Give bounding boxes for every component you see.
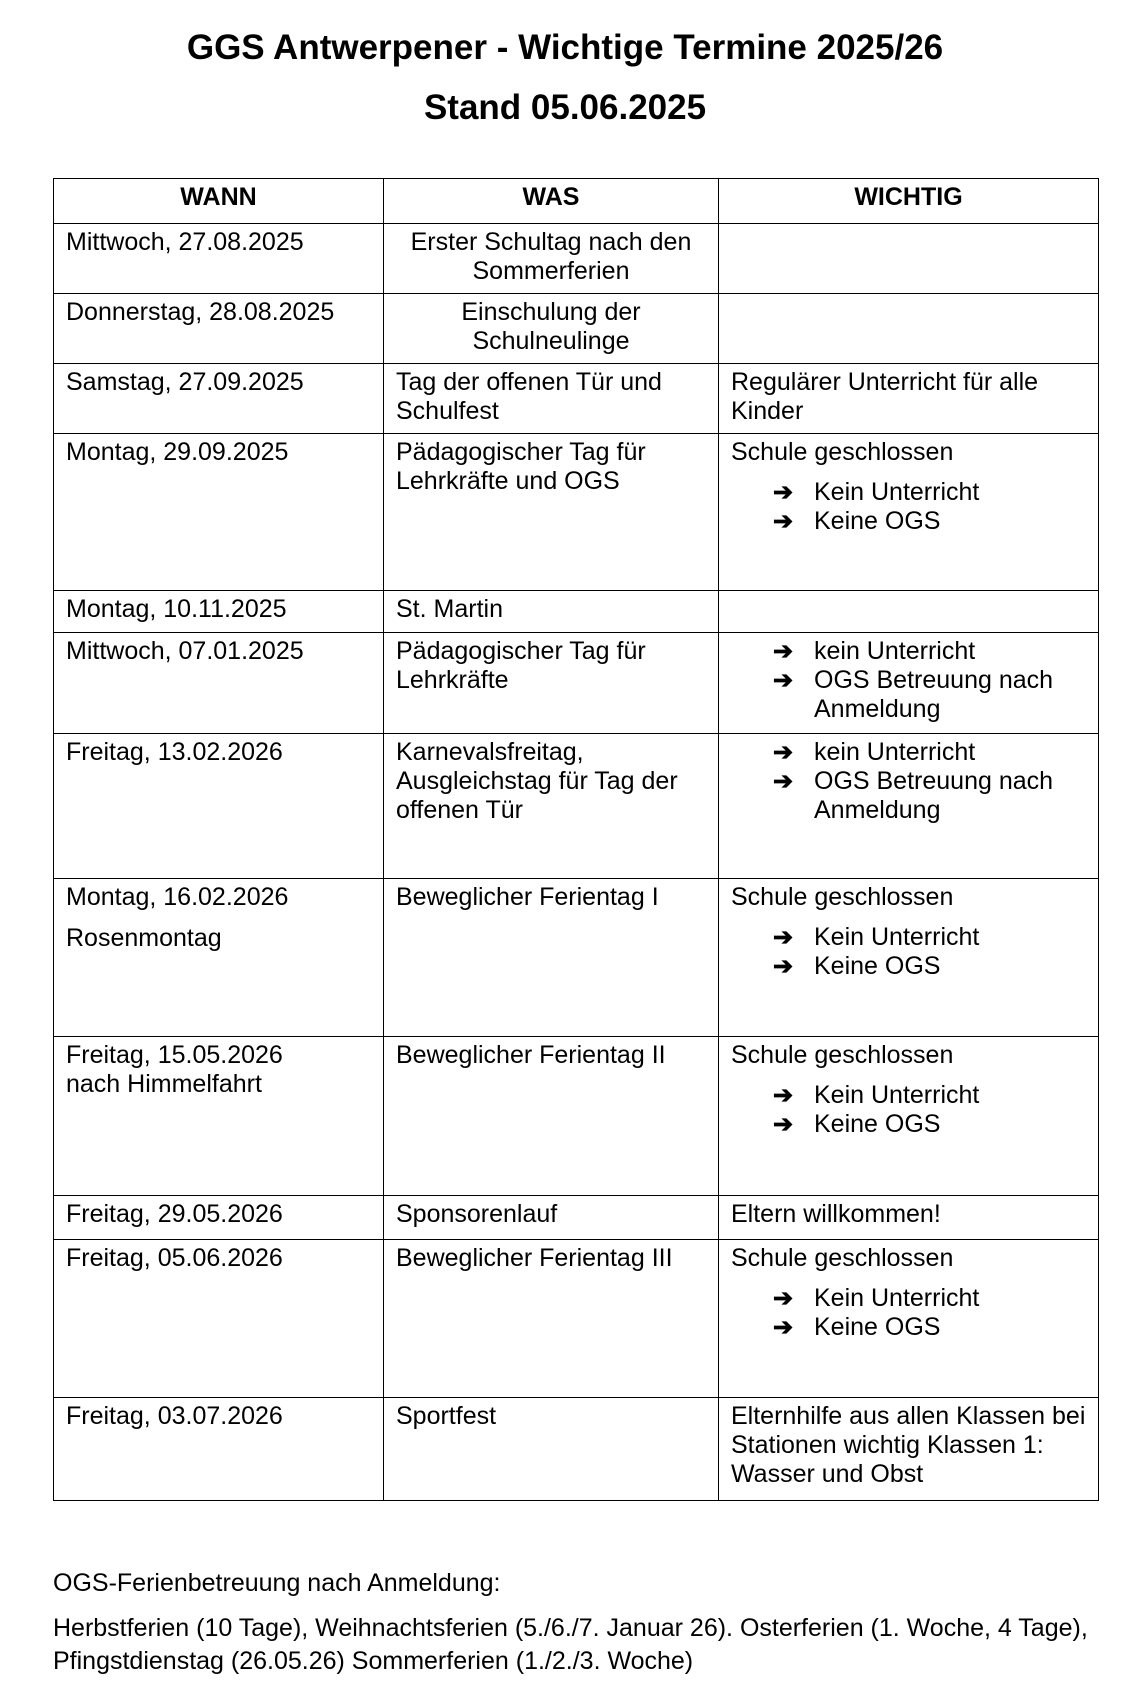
arrow-right-icon: ➔ [773, 739, 794, 766]
list-item: ➔ Keine OGS [773, 1313, 941, 1341]
cell-was: Tag der offenen Tür und Schulfest [384, 364, 719, 434]
table-row [54, 1398, 1099, 1501]
cell-was: Pädagogischer Tag für Lehrkräfte [384, 633, 719, 734]
cell-was: Karnevalsfreitag, Ausgleichstag für Tag der offenen Tür [384, 734, 719, 879]
table-row [54, 591, 1099, 633]
cell-was: Sportfest [384, 1398, 719, 1501]
cell-wann: Freitag, 29.05.2026 [54, 1196, 384, 1240]
arrow-right-icon: ➔ [773, 1082, 794, 1109]
footer-text: Herbstferien (10 Tage), Weihnachtsferien (5./6./7. Januar 26). Osterferien (1. Woche, 4 Tage), Pfingstdienstag (26.05.26) Sommerferien (1./2./3. Woche) [53, 1614, 1088, 1675]
cell-wichtig: Regulärer Unterricht für alle Kinder [719, 364, 1099, 434]
cell-wichtig [719, 434, 1099, 591]
list-item: ➔ Kein Unterricht [773, 1081, 980, 1109]
list-item: ➔ Kein Unterricht [773, 478, 980, 506]
cell-was: Pädagogischer Tag für Lehrkräfte und OGS [384, 434, 719, 591]
wichtig-text: Schule geschlossen [731, 1041, 954, 1069]
cell-was: Beweglicher Ferientag I [384, 879, 719, 1037]
arrow-right-icon: ➔ [773, 768, 794, 795]
arrow-right-icon: ➔ [773, 667, 794, 694]
cell-was: Beweglicher Ferientag III [384, 1240, 719, 1398]
cell-wichtig: Elternhilfe aus allen Klassen bei Stationen wichtig Klassen 1: Wasser und Obst [719, 1398, 1099, 1501]
cell-wichtig [719, 734, 1099, 879]
cell-wann [54, 879, 384, 1037]
cell-was: Beweglicher Ferientag II [384, 1037, 719, 1196]
cell-wichtig: Eltern willkommen! [719, 1196, 1099, 1240]
cell-wann: Mittwoch, 07.01.2025 [54, 633, 384, 734]
column-header-was: WAS [384, 179, 719, 224]
wichtig-text: Schule geschlossen [731, 1244, 954, 1272]
cell-wichtig [719, 294, 1099, 364]
table-row [54, 1240, 1099, 1398]
table-row [54, 364, 1099, 434]
wann-subtext: Rosenmontag [66, 924, 222, 952]
schedule-table [53, 178, 1099, 1501]
cell-wann: Samstag, 27.09.2025 [54, 364, 384, 434]
cell-wichtig [719, 224, 1099, 294]
table-row [54, 294, 1099, 364]
bullet-list [731, 923, 1086, 981]
arrow-right-icon: ➔ [773, 508, 794, 535]
cell-wann: Freitag, 03.07.2026 [54, 1398, 384, 1501]
cell-wann [54, 1037, 384, 1196]
bullet-list [731, 1081, 1086, 1139]
cell-wann: Montag, 29.09.2025 [54, 434, 384, 591]
cell-wann: Montag, 10.11.2025 [54, 591, 384, 633]
arrow-right-icon: ➔ [773, 1285, 794, 1312]
cell-wichtig [719, 1240, 1099, 1398]
page-title: GGS Antwerpener - Wichtige Termine 2025/26 [186, 28, 944, 67]
arrow-right-icon: ➔ [773, 924, 794, 951]
table-row [54, 879, 1099, 1037]
table-row [54, 734, 1099, 879]
cell-wann: Freitag, 05.06.2026 [54, 1240, 384, 1398]
list-item: ➔ kein Unterricht [773, 637, 976, 665]
table-row [54, 434, 1099, 591]
cell-wann: Donnerstag, 28.08.2025 [54, 294, 384, 364]
bullet-list [731, 637, 1086, 724]
cell-wichtig [719, 633, 1099, 734]
page-subtitle: Stand 05.06.2025 [423, 88, 707, 127]
cell-was: Sponsorenlauf [384, 1196, 719, 1240]
wichtig-text: Schule geschlossen [731, 883, 954, 911]
list-item: ➔ OGS Betreuung nach Anmeldung [773, 666, 1054, 723]
arrow-right-icon: ➔ [773, 1314, 794, 1341]
cell-was: St. Martin [384, 591, 719, 633]
bullet-list [731, 738, 1086, 825]
arrow-right-icon: ➔ [773, 638, 794, 665]
cell-was: Einschulung der Schulneulinge [384, 294, 719, 364]
wann-subtext: nach Himmelfahrt [66, 1070, 262, 1098]
table-row [54, 1196, 1099, 1240]
cell-wichtig [719, 879, 1099, 1037]
table-row [54, 633, 1099, 734]
column-header-wann: WANN [54, 179, 384, 224]
bullet-list [731, 478, 1086, 536]
list-item: ➔ Keine OGS [773, 1110, 941, 1138]
column-header-wichtig: WICHTIG [719, 179, 1099, 224]
table-header-row [54, 179, 1099, 224]
list-item: ➔ Keine OGS [773, 507, 941, 535]
wann-text: Montag, 16.02.2026 [66, 883, 289, 911]
cell-wichtig [719, 591, 1099, 633]
cell-wichtig [719, 1037, 1099, 1196]
list-item: ➔ OGS Betreuung nach Anmeldung [773, 767, 1054, 824]
footer-heading: OGS-Ferienbetreuung nach Anmeldung: [53, 1569, 501, 1597]
list-item: ➔ Keine OGS [773, 952, 941, 980]
list-item: ➔ kein Unterricht [773, 738, 976, 766]
cell-wann: Freitag, 13.02.2026 [54, 734, 384, 879]
table-row [54, 1037, 1099, 1196]
arrow-right-icon: ➔ [773, 953, 794, 980]
list-item: ➔ Kein Unterricht [773, 923, 980, 951]
list-item: ➔ Kein Unterricht [773, 1284, 980, 1312]
bullet-list [731, 1284, 1086, 1342]
table-row [54, 224, 1099, 294]
wichtig-text: Schule geschlossen [731, 438, 954, 466]
wann-text: Freitag, 15.05.2026 [66, 1041, 283, 1069]
cell-was: Erster Schultag nach den Sommerferien [384, 224, 719, 294]
cell-wann: Mittwoch, 27.08.2025 [54, 224, 384, 294]
arrow-right-icon: ➔ [773, 1111, 794, 1138]
arrow-right-icon: ➔ [773, 479, 794, 506]
